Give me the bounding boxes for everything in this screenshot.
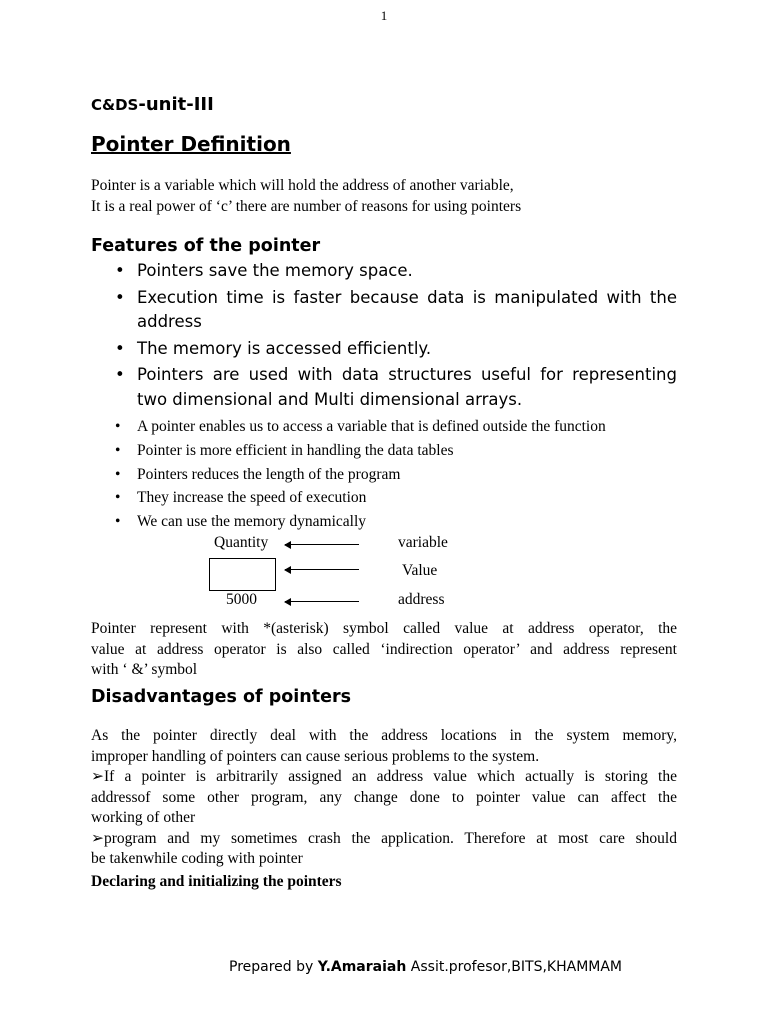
list-item [115,463,677,487]
list-item-text: Pointers are used with data structures useful for representing two dimensional and Multi dimensional arrays. [137,365,677,409]
operator-line-2: value at address operator is also called ‘indirection operator’ and address represent [91,640,677,658]
bullet-icon: • [115,513,121,531]
disadvantages-heading: Disadvantages of pointers [91,687,352,707]
course-prefix: C&DS [91,96,139,114]
definition-line-1: Pointer is a variable which will hold the address of another variable, [91,177,514,194]
disadvantages-line: As the pointer directly deal with the address locations in the system memory, [91,727,677,744]
diagram-name-label: variable [398,534,448,551]
memory-cell-box [209,558,276,591]
course-unit: -unit-III [138,94,214,115]
bullet-icon: • [115,465,121,483]
list-item [115,259,677,284]
disadvantages-paragraph [91,726,677,870]
bullet-icon: • [115,338,125,358]
page-number: 1 [380,8,388,23]
list-item-text: Pointers save the memory space. [137,261,413,280]
diagram-address-label: address [398,591,445,608]
list-item-text: Pointer is more efficient in handling the data tables [137,441,454,459]
definition-line-2: It is a real power of ‘c’ there are number of reasons for using pointers [91,197,522,215]
bullet-icon: • [115,365,125,384]
operator-paragraph [91,619,677,681]
list-item-text: We can use the memory dynamically [137,513,367,531]
list-item [115,363,677,412]
footer-prefix: Prepared by [229,959,318,975]
bullet-icon: • [115,441,121,459]
footer-suffix: Assit.profesor,BITS,KHAMMAM [406,959,623,975]
features-major-list [115,259,677,414]
list-item [115,439,677,463]
disadvantages-line: ➢If a pointer is arbitrarily assigned an address value which actually is storing the [91,768,677,785]
disadvantages-line: working of other [91,809,196,826]
arrow-left-icon [285,601,359,602]
disadvantages-line: improper handling of pointers can cause serious problems to the system. [91,747,540,765]
footer-author: Y.Amaraiah [317,959,407,975]
diagram-value-label: Value [402,562,438,579]
arrow-left-icon [285,544,359,545]
declaring-heading: Declaring and initializing the pointers [91,873,342,890]
operator-line-3: with ‘ &’ symbol [91,661,198,678]
list-item [115,337,677,362]
unit-heading [91,94,214,115]
list-item-text: Execution time is faster because data is manipulated with the address [137,287,677,331]
disadvantages-line: addressof some other program, any change done to pointer value can affect the [91,788,677,806]
bullet-icon: • [115,261,125,280]
operator-line-1: Pointer represent with *(asterisk) symbol called value at address operator, the [91,620,677,637]
features-heading: Features of the pointer [91,236,321,256]
bullet-icon: • [115,489,121,507]
diagram-address-text: 5000 [226,591,257,608]
disadvantages-line: ➢program and my sometimes crash the application. Therefore at most care should [91,829,677,847]
arrow-left-icon [285,569,359,570]
disadvantages-line: be takenwhile coding with pointer [91,850,303,867]
section-title: Pointer Definition [91,132,291,156]
list-item-text: A pointer enables us to access a variable that is defined outside the function [137,418,606,435]
list-item-text: Pointers reduces the length of the program [137,465,401,483]
pointer-diagram [180,530,480,615]
list-item-text: The memory is accessed efficiently. [137,338,432,358]
list-item [115,415,677,439]
features-minor-list [115,415,677,534]
list-item-text: They increase the speed of execution [137,489,367,507]
bullet-icon: • [115,287,125,307]
page-footer [229,959,622,975]
bullet-icon: • [115,418,121,435]
list-item [115,286,677,335]
list-item [115,486,677,510]
diagram-name-text: Quantity [214,534,269,551]
definition-paragraph [91,176,677,217]
